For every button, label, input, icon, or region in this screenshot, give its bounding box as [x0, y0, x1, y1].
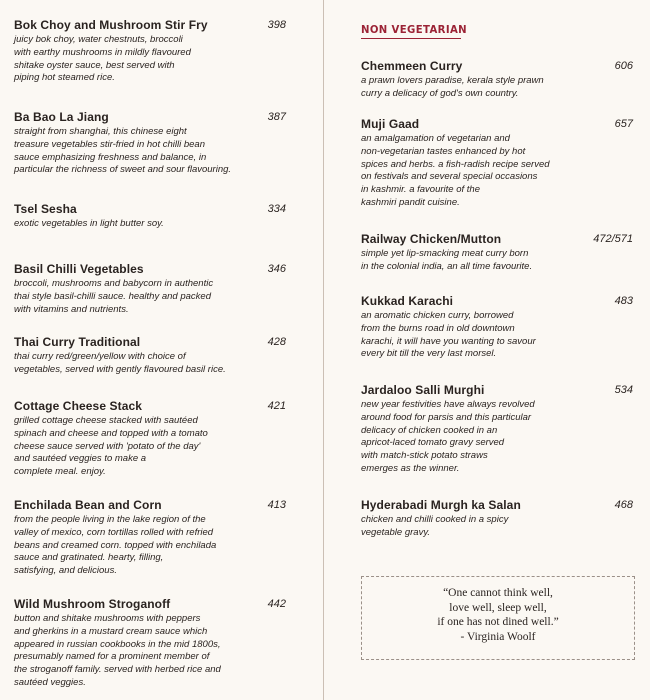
menu-item-description-line: an aromatic chicken curry, borrowed [361, 310, 514, 321]
menu-item-header [14, 498, 286, 514]
menu-item-name: Chemmeen Curry [361, 59, 463, 73]
menu-item-description-line: satisfying, and delicious. [14, 565, 117, 577]
menu-item-description-line: non-vegetarian tastes enhanced by hot [361, 145, 526, 157]
menu-item [14, 399, 286, 479]
menu-item-description-line: presumably named for a prominent member of [14, 651, 210, 663]
menu-item [14, 498, 286, 578]
menu-item-description-line: vegetable gravy. [361, 526, 431, 538]
menu-item-description-line: thai style basil-chilli sauce. healthy and packed [14, 290, 211, 302]
menu-item-name: Enchilada Bean and Corn [14, 498, 162, 512]
menu-item-price: 334 [267, 203, 286, 215]
menu-item-description-line: juicy bok choy, water chestnuts, broccoli [14, 34, 183, 45]
menu-item [361, 498, 633, 540]
section-underline [361, 38, 461, 39]
menu-item-description-line: appeared in russian cookbooks in the mid 1800s, [14, 638, 221, 650]
menu-item [361, 59, 633, 101]
menu-item-price: 442 [267, 598, 286, 610]
menu-item-description-line: apricot-laced tomato gravy served [361, 437, 505, 449]
menu-item-description-line: kashmiri pandit cuisine. [361, 196, 460, 208]
quote-line: “One cannot think well, [443, 587, 553, 599]
menu-item-description-line: in kashmir. a favourite of the [361, 184, 480, 196]
menu-item [361, 117, 633, 210]
menu-item-description-line: sauce and gratinated. hearty, filling, [14, 552, 164, 564]
menu-item-description-line: the stroganoff family. served with herbed rice and [14, 664, 221, 676]
menu-item-description-line: karachi, it will have you wanting to savour [361, 335, 536, 347]
menu-item-price: 421 [267, 400, 286, 412]
menu-item-description-line: sautéed veggies. [14, 676, 86, 688]
menu-item [14, 597, 286, 690]
menu-item-header [14, 110, 286, 126]
menu-item-price: 468 [614, 499, 633, 511]
menu-item-name: Kukkad Karachi [361, 294, 454, 308]
quote-line: if one has not dined well.” [437, 616, 559, 629]
menu-item-description-line: vegetables, served with gently flavoured basil rice. [14, 363, 226, 375]
menu-item-description-line: exotic vegetables in light butter soy. [14, 218, 164, 229]
menu-item-description-line: emerges as the winner. [361, 462, 460, 474]
menu-item-description-line: particular the richness of sweet and sour flavouring. [14, 164, 232, 176]
menu-item [361, 383, 633, 476]
menu-item-header [14, 18, 286, 34]
menu-item-header [14, 202, 286, 218]
menu-item [14, 202, 286, 231]
menu-item-price: 483 [614, 295, 633, 307]
menu-item-description-line: straight from shanghai, this chinese eight [14, 126, 187, 137]
menu-item-description-line: around food for parsis and this particular [361, 411, 532, 423]
menu-item-header [14, 597, 286, 613]
menu-item-description-line: spices and herbs. a fish-radish recipe served [361, 158, 550, 170]
menu-item-price: 398 [267, 19, 286, 31]
menu-item-description-line: beans and creamed corn. topped with enchilada [14, 539, 217, 551]
menu-item-header [361, 498, 633, 514]
menu-item-name: Tsel Sesha [14, 202, 77, 216]
menu-item-description-line: treasure vegetables stir-fried in hot chilli bean [14, 138, 205, 150]
menu-item-header [361, 117, 633, 133]
menu-item-description-line: spinach and cheese and topped with a tomato [14, 427, 208, 439]
quote-box [361, 576, 635, 660]
menu-item-name: Ba Bao La Jiang [14, 110, 109, 124]
menu-item-name: Railway Chicken/Mutton [361, 232, 502, 246]
menu-item-price: 657 [614, 118, 633, 130]
menu-item-description-line: grilled cottage cheese stacked with sautéed [14, 415, 198, 426]
menu-item-description-line: a prawn lovers paradise, kerala style prawn [361, 75, 544, 86]
menu-item-description-line: cheese sauce served with 'potato of the day' [14, 440, 201, 452]
menu-item-name: Jardaloo Salli Murghi [361, 383, 485, 397]
menu-item [14, 110, 286, 177]
menu-item-name: Hyderabadi Murgh ka Salan [361, 498, 521, 512]
menu-item-description-line: from the burns road in old downtown [361, 322, 515, 334]
menu-item-name: Basil Chilli Vegetables [14, 262, 144, 276]
menu-item-name: Muji Gaad [361, 117, 420, 131]
menu-item-description-line: in the colonial india, an all time favourite. [361, 260, 533, 272]
menu-item-description-line: and gherkins in a mustard cream sauce which [14, 625, 208, 637]
menu-item-description-line: thai curry red/green/yellow with choice of [14, 351, 186, 362]
menu-item-description-line: complete meal. enjoy. [14, 466, 106, 478]
menu-item-description-line: with vitamins and nutrients. [14, 303, 129, 315]
menu-item-header [361, 383, 633, 399]
menu-item-description-line: broccoli, mushrooms and babycorn in authentic [14, 278, 214, 289]
column-divider [323, 0, 324, 700]
menu-item-description-line: valley of mexico, corn tortillas rolled with refried [14, 526, 214, 538]
quote-author: - Virginia Woolf [460, 630, 536, 643]
menu-item-price: 534 [614, 384, 633, 396]
menu-item-header [361, 232, 633, 248]
menu-item-description-line: shitake oyster sauce, best served with [14, 59, 175, 71]
quote-line: love well, sleep well, [449, 601, 547, 614]
menu-item-description-line: simple yet lip-smacking meat curry born [361, 248, 529, 259]
menu-item [361, 294, 633, 361]
menu-item-description-line: an amalgamation of vegetarian and [361, 133, 510, 144]
menu-item-description-line: chicken and chilli cooked in a spicy [361, 514, 509, 525]
menu-item [14, 18, 286, 85]
menu-item [14, 335, 286, 377]
menu-item [361, 232, 633, 274]
menu-item-description-line: every bit till the very last morsel. [361, 348, 497, 360]
menu-item-name: Wild Mushroom Stroganoff [14, 597, 171, 611]
menu-item-description-line: with match-stick potato straws [361, 450, 488, 462]
menu-item-price: 606 [614, 60, 633, 72]
menu-item-description-line: sauce emphasizing freshness and balance, in [14, 151, 207, 163]
menu-item-name: Bok Choy and Mushroom Stir Fry [14, 18, 208, 32]
menu-item-header [14, 335, 286, 351]
menu-item-header [361, 294, 633, 310]
menu-item [14, 262, 286, 316]
menu-item-price: 387 [267, 111, 286, 123]
menu-item-price: 428 [267, 336, 286, 348]
menu-item-price: 472/571 [593, 233, 633, 245]
menu-item-description-line: new year festivities have always revolved [361, 399, 535, 410]
menu-item-description-line: piping hot steamed rice. [14, 72, 115, 84]
menu-item-description-line: on festivals and several special occasions [361, 171, 538, 183]
menu-item-name: Thai Curry Traditional [14, 335, 141, 349]
menu-item-header [14, 399, 286, 415]
section-title: NON VEGETARIAN [361, 23, 468, 36]
menu-item-price: 346 [267, 263, 286, 275]
menu-item-price: 413 [267, 499, 286, 511]
menu-item-description-line: from the people living in the lake region of the [14, 514, 206, 525]
menu-item-description-line: curry a delicacy of god's own country. [361, 87, 519, 99]
menu-item-header [14, 262, 286, 278]
menu-item-description-line: button and shitake mushrooms with peppers [14, 613, 201, 624]
menu-item-description-line: with earthy mushrooms in mildly flavoured [14, 46, 191, 58]
menu-item-header [361, 59, 633, 75]
menu-item-description-line: and sautéed veggies to make a [14, 453, 147, 465]
menu-item-description-line: delicacy of chicken cooked in an [361, 424, 498, 436]
menu-item-name: Cottage Cheese Stack [14, 399, 143, 413]
